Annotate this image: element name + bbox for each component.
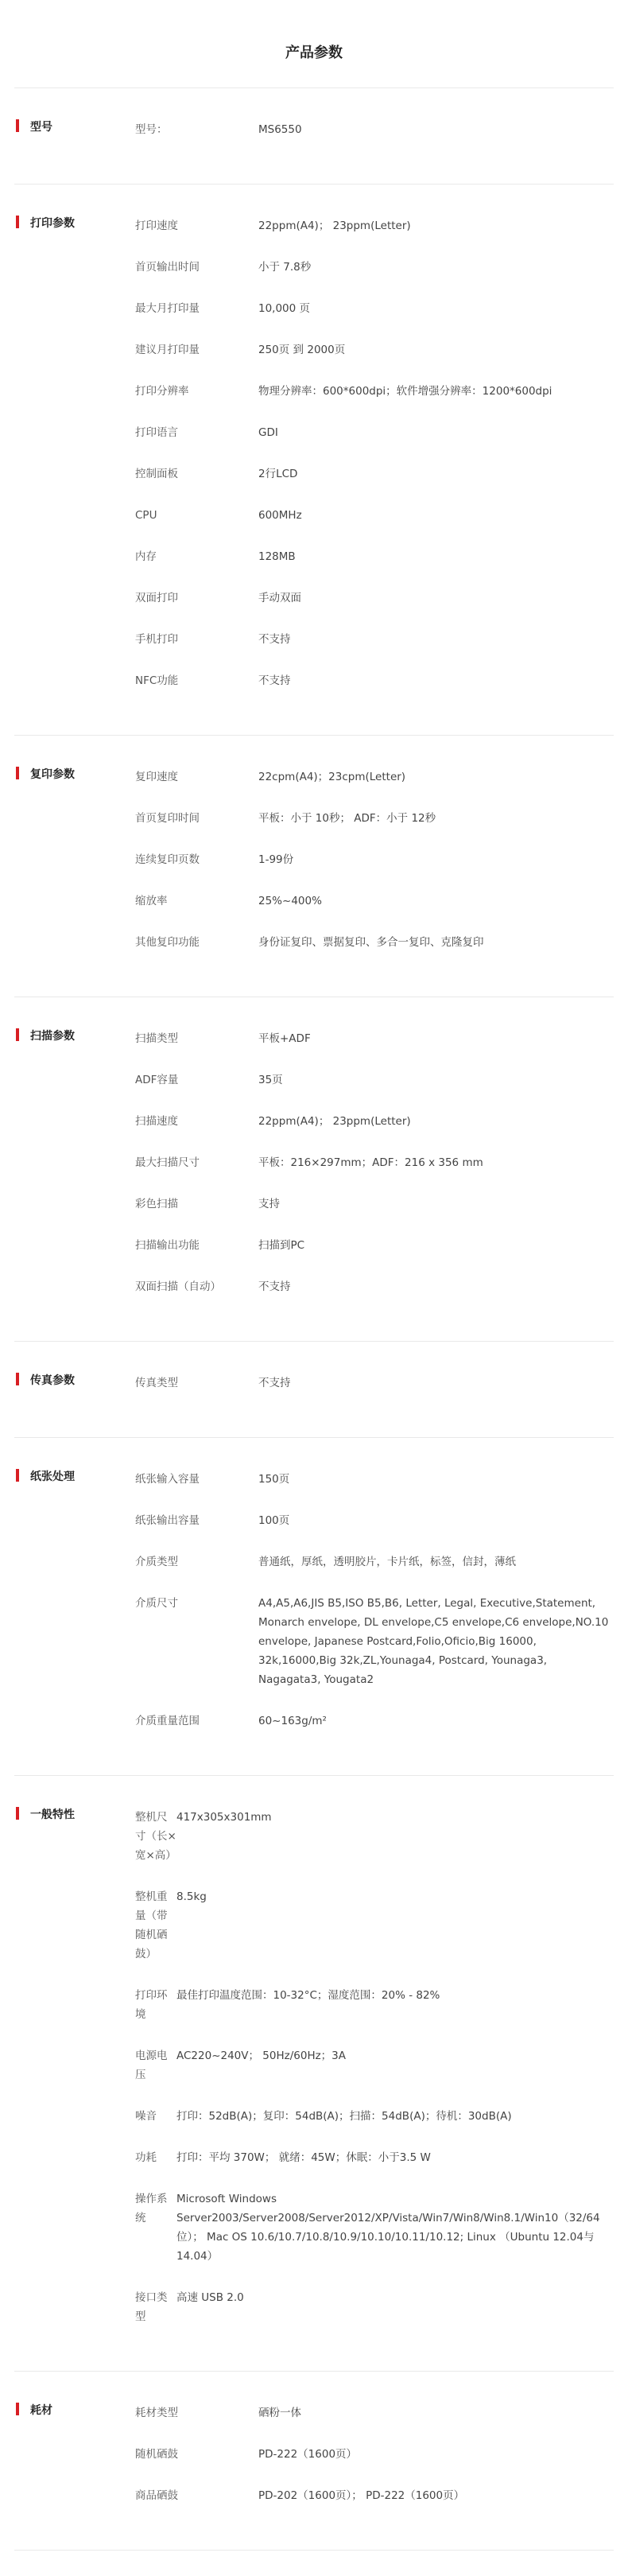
- spec-label: 双面打印: [135, 592, 178, 604]
- spec-row: [135, 212, 614, 253]
- spec-value: MS6550: [258, 123, 302, 136]
- spec-value: 高速 USB 2.0: [176, 2291, 244, 2304]
- spec-row: [135, 460, 614, 501]
- spec-row: [135, 253, 614, 294]
- spec-value: 平板：216×297mm；ADF：216 x 356 mm: [258, 1156, 483, 1169]
- spec-value: Microsoft Windows Server2003/Server2008/Server2012/XP/Vista/Win7/Win8/Win8.1/Win10（32/64 位）； Mac OS 10.6/10.7/10.8/10.9/10.10/10.11/10.12; Linux （Ubuntu 12.04与14.04）: [176, 2193, 600, 2263]
- spec-label: 操作系统: [135, 2193, 168, 2224]
- spec-row: [135, 2283, 614, 2344]
- spec-value: 128MB: [258, 550, 296, 563]
- spec-label: 建议月打印量: [135, 344, 200, 356]
- spec-value: 22ppm(A4)； 23ppm(Letter): [258, 1115, 411, 1128]
- spec-label: 首页复印时间: [135, 812, 200, 825]
- spec-row: [135, 2399, 614, 2440]
- spec-row: [135, 377, 614, 418]
- spec-label: 缩放率: [135, 895, 168, 907]
- section-paper: [14, 1438, 614, 1776]
- spec-label: 纸张输入容量: [135, 1473, 200, 1486]
- spec-label: 双面扫描（自动）: [135, 1280, 221, 1293]
- spec-row: [135, 2042, 614, 2102]
- spec-value: PD-222（1600页）: [258, 2448, 358, 2461]
- section-print: [14, 185, 614, 736]
- spec-label: 型号：: [135, 123, 168, 136]
- spec-row: [135, 666, 614, 708]
- spec-label: 彩色扫描: [135, 1198, 178, 1210]
- spec-rows: [135, 1803, 614, 2344]
- spec-rows: [135, 212, 614, 708]
- spec-label: 最大扫描尺寸: [135, 1156, 200, 1169]
- spec-value: 60~163g/m²: [258, 1715, 327, 1727]
- spec-label: 其他复印功能: [135, 936, 200, 949]
- spec-label: 扫描类型: [135, 1032, 178, 1045]
- section-title: 型号: [16, 119, 52, 134]
- spec-label: 功耗: [135, 2151, 157, 2164]
- spec-value: 35页: [258, 1074, 283, 1086]
- spec-row: [135, 1506, 614, 1548]
- spec-rows: [135, 2399, 614, 2523]
- spec-row: [135, 2481, 614, 2523]
- spec-value: GDI: [258, 426, 278, 439]
- spec-rows: [135, 115, 614, 157]
- spec-value: 身份证复印、票据复印、多合一复印、克隆复印: [258, 936, 484, 949]
- spec-label: ADF容量: [135, 1074, 179, 1086]
- spec-row: [135, 1272, 614, 1314]
- spec-value: 打印：52dB(A)；复印：54dB(A)；扫描：54dB(A)；待机：30dB(A): [176, 2110, 512, 2123]
- spec-label: 内存: [135, 550, 157, 563]
- spec-label: NFC功能: [135, 674, 179, 687]
- section-title: 复印参数: [16, 766, 75, 782]
- spec-label: 首页输出时间: [135, 261, 200, 274]
- spec-value: AC220~240V； 50Hz/60Hz；3A: [176, 2050, 347, 2062]
- spec-value: 手动双面: [258, 592, 301, 604]
- spec-label: 耗材类型: [135, 2407, 178, 2419]
- section-model: [14, 88, 614, 185]
- section-title: 传真参数: [16, 1372, 75, 1388]
- spec-label: 电源电压: [135, 2050, 168, 2081]
- spec-value: 物理分辨率：600*600dpi；软件增强分辨率：1200*600dpi: [258, 385, 552, 398]
- spec-value: 25%~400%: [258, 895, 322, 907]
- spec-value: 普通纸，厚纸，透明胶片，卡片纸，标签，信封，薄纸: [258, 1556, 516, 1568]
- spec-rows: [135, 1024, 614, 1314]
- section-general: [14, 1776, 614, 2372]
- spec-row: [135, 1981, 614, 2042]
- section-title: 扫描参数: [16, 1028, 75, 1043]
- spec-row: [135, 1190, 614, 1231]
- spec-rows: [135, 763, 614, 969]
- spec-value: 22cpm(A4)；23cpm(Letter): [258, 771, 406, 783]
- spec-row: [135, 2440, 614, 2481]
- spec-label: 商品硒鼓: [135, 2489, 178, 2502]
- spec-row: [135, 294, 614, 336]
- spec-label: 纸张输出容量: [135, 1514, 200, 1527]
- section-scan: [14, 997, 614, 1342]
- spec-row: [135, 1024, 614, 1066]
- spec-row: [135, 2185, 614, 2283]
- spec-row: [135, 336, 614, 377]
- section-title: 打印参数: [16, 215, 75, 231]
- spec-value: 100页: [258, 1514, 290, 1527]
- spec-row: [135, 1107, 614, 1148]
- spec-label: 随机硒鼓: [135, 2448, 178, 2461]
- spec-value: 不支持: [258, 674, 291, 687]
- spec-value: 8.5kg: [176, 1890, 207, 1903]
- spec-row: [135, 763, 614, 804]
- spec-label: 复印速度: [135, 771, 178, 783]
- section-supplies: [14, 2372, 614, 2551]
- spec-value: 10,000 页: [258, 302, 311, 315]
- section-title: 耗材: [16, 2402, 52, 2418]
- spec-value: 不支持: [258, 1377, 291, 1389]
- spec-label: 控制面板: [135, 468, 178, 480]
- spec-label: 手机打印: [135, 633, 178, 646]
- spec-value: 2行LCD: [258, 468, 298, 480]
- spec-label: 打印分辨率: [135, 385, 189, 398]
- spec-row: [135, 1231, 614, 1272]
- spec-row: [135, 115, 614, 157]
- spec-row: [135, 1465, 614, 1506]
- spec-value: A4,A5,A6,JIS B5,ISO B5,B6, Letter, Legal, Executive,Statement, Monarch envelope, DL envelope,C5 envelope,C6 envelope,NO.10 envelope, Japanese Postcard,Folio,Oficio,Big 16000, 32k,16000,Big 32k,ZL,Younaga4, Postcard, Younaga3, Nagagata3, Yougata2: [258, 1597, 609, 1686]
- page-title: 产品参数: [285, 45, 343, 61]
- spec-row: [135, 1707, 614, 1748]
- spec-value: 打印：平均 370W； 就绪：45W；休眠：小于3.5 W: [176, 2151, 431, 2164]
- spec-row: [135, 1589, 614, 1707]
- spec-value: 600MHz: [258, 509, 302, 522]
- spec-row: [135, 625, 614, 666]
- spec-label: 噪音: [135, 2110, 157, 2123]
- spec-row: [135, 804, 614, 845]
- spec-label: 介质重量范围: [135, 1715, 200, 1727]
- spec-row: [135, 1548, 614, 1589]
- spec-value: PD-202（1600页）； PD-222（1600页）: [258, 2489, 465, 2502]
- spec-value: 平板+ADF: [258, 1032, 311, 1045]
- spec-value: 1-99份: [258, 853, 294, 866]
- spec-value: 最佳打印温度范围：10-32°C；湿度范围：20% - 82%: [176, 1989, 440, 2002]
- spec-row: [135, 418, 614, 460]
- spec-value: 不支持: [258, 633, 291, 646]
- spec-label: 接口类型: [135, 2291, 168, 2323]
- spec-label: 连续复印页数: [135, 853, 200, 866]
- spec-value: 22ppm(A4)； 23ppm(Letter): [258, 220, 411, 232]
- spec-row: [135, 542, 614, 584]
- spec-label: 最大月打印量: [135, 302, 200, 315]
- spec-value: 250页 到 2000页: [258, 344, 346, 356]
- spec-value: 平板：小于 10秒； ADF：小于 12秒: [258, 812, 436, 825]
- section-fax: [14, 1342, 614, 1438]
- spec-row: [135, 928, 614, 969]
- spec-row: [135, 2102, 614, 2143]
- spec-label: 打印语言: [135, 426, 178, 439]
- spec-label: 打印速度: [135, 220, 178, 232]
- spec-value: 支持: [258, 1198, 280, 1210]
- spec-row: [135, 1882, 614, 1981]
- spec-row: [135, 1148, 614, 1190]
- spec-label: 扫描输出功能: [135, 1239, 200, 1252]
- spec-value: 417x305x301mm: [176, 1811, 272, 1824]
- spec-row: [135, 845, 614, 887]
- spec-row: [135, 501, 614, 542]
- spec-value: 扫描到PC: [258, 1239, 305, 1252]
- spec-value: 硒粉一体: [258, 2407, 301, 2419]
- spec-label: CPU: [135, 509, 157, 522]
- section-title: 一般特性: [16, 1806, 75, 1822]
- spec-row: [135, 887, 614, 928]
- spec-label: 扫描速度: [135, 1115, 178, 1128]
- spec-row: [135, 1803, 614, 1882]
- spec-value: 小于 7.8秒: [258, 261, 312, 274]
- spec-row: [135, 1369, 614, 1410]
- spec-rows: [135, 1465, 614, 1748]
- spec-value: 150页: [258, 1473, 290, 1486]
- spec-value: 不支持: [258, 1280, 291, 1293]
- spec-row: [135, 584, 614, 625]
- section-title: 纸张处理: [16, 1468, 75, 1484]
- spec-rows: [135, 1369, 614, 1410]
- spec-row: [135, 2143, 614, 2185]
- section-copy: [14, 736, 614, 997]
- spec-label: 介质尺寸: [135, 1597, 178, 1610]
- spec-label: 打印环境: [135, 1989, 168, 2021]
- spec-label: 整机尺寸（长×宽×高）: [135, 1811, 176, 1862]
- spec-label: 整机重量（带随机硒鼓）: [135, 1890, 168, 1960]
- spec-label: 介质类型: [135, 1556, 178, 1568]
- spec-row: [135, 1066, 614, 1107]
- spec-label: 传真类型: [135, 1377, 178, 1389]
